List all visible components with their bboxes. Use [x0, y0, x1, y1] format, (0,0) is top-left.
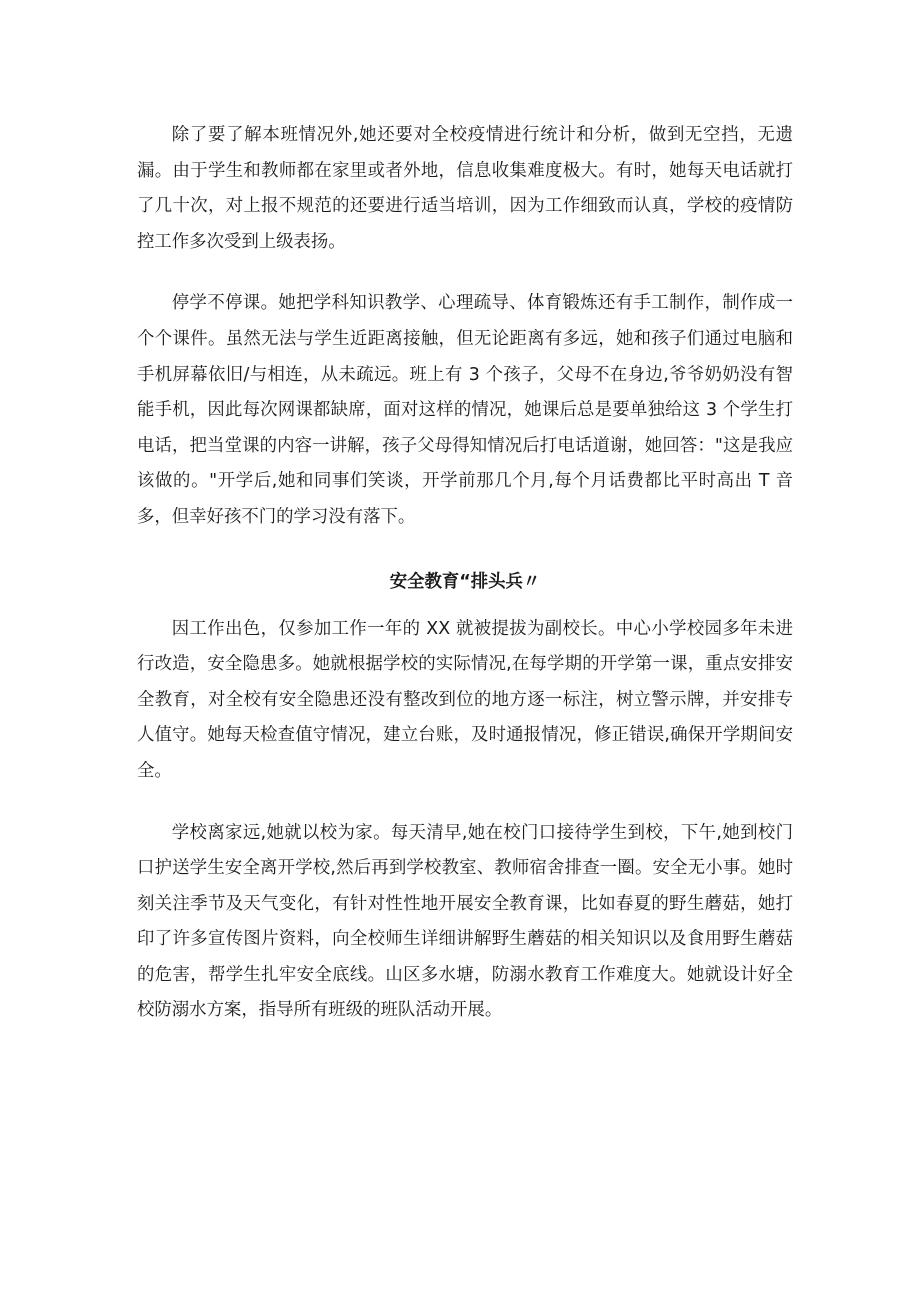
paragraph-epidemic-statistics: 除了要了解本班情况外,她还要对全校疫情进行统计和分析，做到无空挡，无遗漏。由于学生和教师都在家里或者外地，信息收集难度极大。有时，她每天电话就打了几十次，对上报不规范的还要进行适当培训，因为工作细致而认真，学校的疫情防控工作多次受到上级表扬。 — [137, 125, 793, 252]
paragraph-online-classes: 停学不停课。她把学科知识教学、心理疏导、体育锻炼还有手工制作，制作成一个个课件。虽然无法与学生近距离接触，但无论距离有多远，她和孩子们通过电脑和手机屏幕依旧/与相连，从未疏远。班上有 3 个孩子，父母不在身边,爷爷奶奶没有智能手机，因此每次网课都缺席，面对这样的情况，她课后总是要单独给这 3 个学生打电话，把当堂课的内容一讲解，孩子父母得知情况后打电话道谢，她回答："这是我应该做的。"开学后,她和同事们笑谈，开学前那几个月,每个月话费都比平时高出 T 音多，但幸好孩不门的学习没有落下。 — [137, 293, 793, 527]
document-body — [137, 118, 793, 1029]
paragraph-promotion-safety: 因工作出色，仅参加工作一年的 XX 就被提拔为副校长。中心小学校园多年未进行改造，安全隐患多。她就根据学校的实际情况,在每学期的开学第一课，重点安排安全教育，对全校有安全隐患还没有整改到位的地方逐一标注，树立警示牌，并安排专人值守。她每天检查值守情况，建立台账，及时通报情况，修正错误,确保开学期间安全。 — [137, 618, 793, 781]
paragraph-school-as-home: 学校离家远,她就以校为家。每天清早,她在校门口接待学生到校，下午,她到校门口护送学生安全离开学校,然后再到学校教室、教师宿舍排查一圈。安全无小事。她时刻关注季节及天气变化，有针对性性地开展安全教育课，比如春夏的野生蘑菇，她打印了许多宣传图片资料，向全校师生详细讲解野生蘑菇的相关知识以及食用野生蘑菇的危害，帮学生扎牢安全底线。山区多水塘，防溺水教育工作难度大。她就设计好全校防溺水方案，指导所有班级的班队活动开展。 — [137, 822, 793, 1021]
section-heading: 安全教育“排头兵〃 — [389, 571, 541, 592]
